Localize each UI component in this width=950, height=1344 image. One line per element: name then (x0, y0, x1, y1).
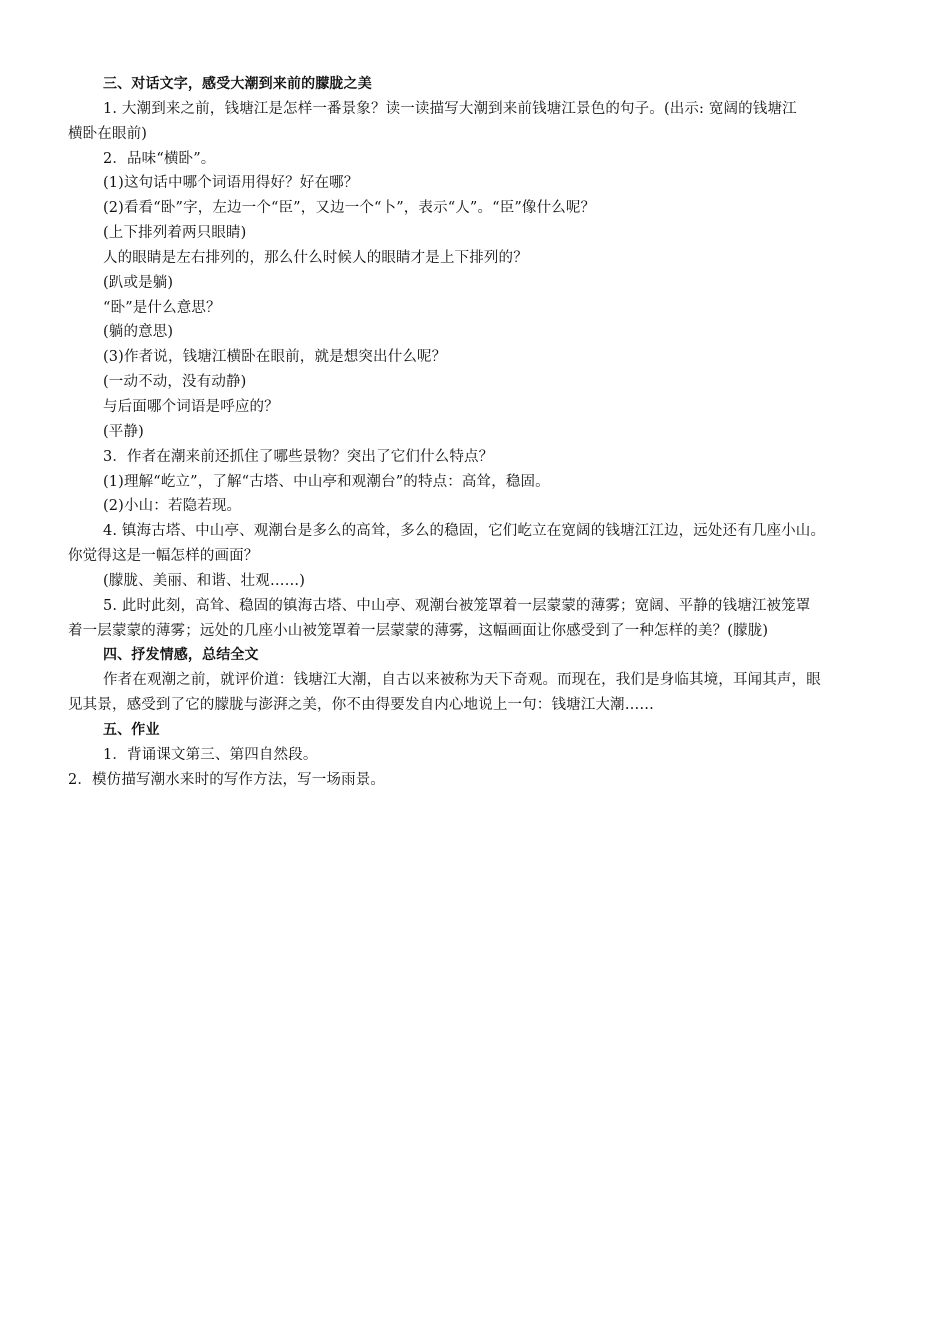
question-2-1: (1)这句话中哪个词语用得好？好在哪？ (103, 175, 359, 192)
section-heading-4: 四、抒发情感，总结全文 (103, 647, 259, 664)
section-heading-5: 五、作业 (103, 721, 160, 738)
summary-line-1: 作者在观潮之前，就评价道：钱塘江大潮，自古以来被称为天下奇观。而现在，我们是身临其境，耳闻其声，眼 (103, 672, 821, 689)
homework-item-2: 2．模仿描写潮水来时的写作方法，写一场雨景。 (68, 771, 386, 788)
question-2-2c: “卧”是什么意思？ (103, 299, 221, 316)
question-1-line-2: 横卧在眼前) (68, 125, 148, 142)
answer-2-3: (一动不动，没有动静) (103, 374, 247, 391)
answer-2-2c: (躺的意思) (103, 324, 174, 341)
question-3-2: (2)小山：若隐若现。 (103, 498, 242, 515)
document-page (68, 72, 898, 792)
question-4-line-2: 你觉得这是一幅怎样的画面？ (68, 548, 259, 565)
question-3-1: (1)理解“屹立”，了解“古塔、中山亭和观潮台”的特点：高耸，稳固。 (103, 473, 550, 490)
answer-2-2b: (趴或是躺) (103, 274, 174, 291)
question-3: 3．作者在潮来前还抓住了哪些景物？突出了它们什么特点？ (103, 448, 494, 465)
question-2-2: (2)看看“卧”字，左边一个“臣”，又边一个“卜”，表示“人”。“臣”像什么呢？ (103, 200, 596, 217)
question-2-2b: 人的眼睛是左右排列的，那么什么时候人的眼睛才是上下排列的？ (103, 249, 528, 266)
question-4-line-1: 4. 镇海古塔、中山亭、观潮台是多么的高耸，多么的稳固，它们屹立在宽阔的钱塘江江边，远处还有几座小山。 (103, 523, 826, 540)
section-heading-3: 三、对话文字，感受大潮到来前的朦胧之美 (103, 76, 372, 92)
answer-2-2: (上下排列着两只眼睛) (103, 225, 247, 242)
question-2: 2．品味“横卧”。 (103, 150, 216, 167)
homework-item-1: 1．背诵课文第三、第四自然段。 (103, 746, 318, 763)
question-5-line-1: 5. 此时此刻，高耸、稳固的镇海古塔、中山亭、观潮台被笼罩着一层蒙蒙的薄雾；宽阔、平静的钱塘江被笼罩 (103, 597, 811, 614)
question-2-3: (3)作者说，钱塘江横卧在眼前，就是想突出什么呢？ (103, 349, 447, 366)
question-5-line-2: 着一层蒙蒙的薄雾；远处的几座小山被笼罩着一层蒙蒙的薄雾，这幅画面让你感受到了一种怎样的美？(朦胧) (68, 622, 769, 639)
summary-line-2: 见其景，感受到了它的朦胧与澎湃之美，你不由得要发自内心地说上一句：钱塘江大潮…… (68, 697, 654, 714)
question-1-line-1: 1. 大潮到来之前，钱塘江是怎样一番景象？读一读描写大潮到来前钱塘江景色的句子。(出示: 宽阔的钱塘江 (103, 100, 797, 117)
answer-2-3b: (平静) (103, 423, 144, 440)
answer-4: (朦胧、美丽、和谐、壮观……) (103, 572, 306, 589)
question-2-3b: 与后面哪个词语是呼应的？ (103, 398, 279, 415)
